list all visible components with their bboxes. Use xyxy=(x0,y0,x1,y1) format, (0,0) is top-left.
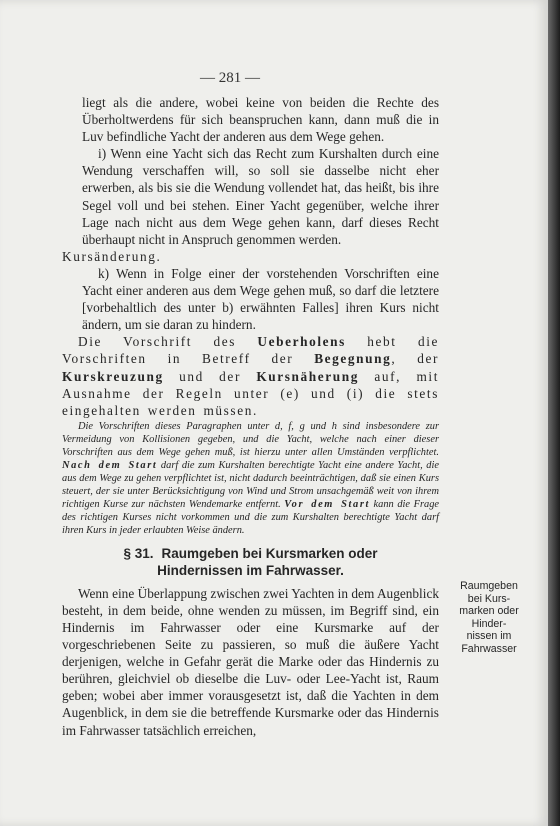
rule-text-2: hebt die Vorschriften in Betreff der xyxy=(62,334,439,367)
section-title-line1: Raumgeben bei Kursmarken oder xyxy=(161,545,378,561)
note-text-2: darf die zum Kurshalten berechtigte Yacht eine andere Yacht, die aus dem Wege zu gehen verpflichtet ist, nicht dadurch beeinträchtigen, daß sie einen Kurs steuert, der sie unter Berücksichtigung von Wind und Strom unsachgemäß weit von ihrem richtigen Kurse zur nächsten Wendemarke entfernt. xyxy=(62,459,439,510)
footnote-paragraph xyxy=(62,420,439,537)
paragraph-section-31: Wenn eine Überlappung zwischen zwei Yachten in dem Augenblick besteht, in dem beide, ohne wenden zu müssen, im Begriff sind, ein Hindernis im Fahrwasser oder eine Kursmarke auf der vorgeschriebenen Seite zu passieren, so muß die äußere Yacht derjenigen, welche in Gefahr gerät die Marke oder das Hindernis zu berühren, gleichviel ob dieselbe die Luv- oder Lee-Yacht ist, Raum geben; wobei aber immer vorausgesetzt ist, daß die Yachten in dem Augenblick, in dem sie die betreffende Kursmarke oder das Hindernis im Fahrwasser tatsächlich erreichen, xyxy=(62,585,439,738)
margin-note xyxy=(444,580,534,656)
section-title-line2: Hindernissen im Fahrwasser. xyxy=(157,562,344,578)
rule-bold-begegnung: Begegnung xyxy=(314,351,392,367)
kursaenderung-label: Kursänderung. xyxy=(62,248,162,264)
rule-bold-kurskreuzung: Kurskreuzung xyxy=(62,368,164,384)
margin-note-line: bei Kurs- xyxy=(467,592,511,605)
page-edge-shadow xyxy=(548,0,560,826)
section-symbol: § 31. xyxy=(123,545,154,561)
page-number: — 281 — xyxy=(200,70,260,86)
rule-bold-ueberholens: Ueberholens xyxy=(257,334,346,350)
body-text xyxy=(62,94,439,739)
rule-text-4: und der xyxy=(163,368,257,384)
paragraph-h-continuation: liegt als die andere, wobei keine von beiden die Rechte des Überholtwerdens für sich beanspruchen kann, dann muß die in Luv befindliche Yacht der anderen aus dem Wege gehen. xyxy=(82,95,439,145)
paragraph-i: i) Wenn eine Yacht sich das Recht zum Kurshalten durch eine Wendung verschaffen will, so soll sie dasselbe nicht eher erwerben, als bis sie die Wendung vollendet hat, das heißt, bis ihre Segel voll und bei stehen. Einer Yacht gegenüber, welche ihrer Lage nach nicht aus dem Wege gehen kann, darf dieses Recht überhaupt nicht in Anspruch genommen werden. xyxy=(82,146,439,247)
margin-note-line: marken oder xyxy=(459,605,519,618)
paragraph-k: k) Wenn in Folge einer der vorstehenden Vorschriften eine Yacht einer anderen aus dem Wege gehen muß, so darf die letztere [vorbehaltlich des unter b) erwähnten Falles] ihren Kurs nicht ändern, um sie daran zu hindern. xyxy=(82,265,439,333)
margin-note-line: Hinder- xyxy=(471,617,507,630)
rule-text-3: , der xyxy=(391,351,439,367)
margin-note-line: Raumgeben xyxy=(460,580,518,592)
note-bold-nach-dem-start: Nach dem Start xyxy=(62,459,158,471)
note-text-3: kann die Frage des richtigen Kurses nicht vorkommen und die zum Kurshalten berechtigte Yacht darf ihren Kurs in jeder erlaubten Weise ändern. xyxy=(62,498,439,536)
rule-bold-kursnaeherung: Kursnäherung xyxy=(256,368,360,384)
margin-note-line: Fahrwasser xyxy=(461,642,517,655)
margin-note-line: nissen im xyxy=(466,630,512,643)
section-heading xyxy=(62,545,439,579)
overtaking-rule xyxy=(62,333,439,418)
rule-text-5: auf, mit Ausnahme der Regeln unter (e) und (i) die stets eingehalten werden müssen. xyxy=(62,368,439,418)
note-bold-vor-dem-start: Vor dem Start xyxy=(284,498,370,510)
note-text-1: Die Vorschriften dieses Paragraphen unter d, f, g und h sind insbesondere zur Vermeidung von Kollisionen gegeben, und die Yacht, welche nach einer dieser Vorschriften aus dem Wege gehen muß, ist hierzu unter allen Umständen verpflichtet. xyxy=(62,420,439,458)
rule-text-1: Die Vorschrift des xyxy=(78,334,258,350)
